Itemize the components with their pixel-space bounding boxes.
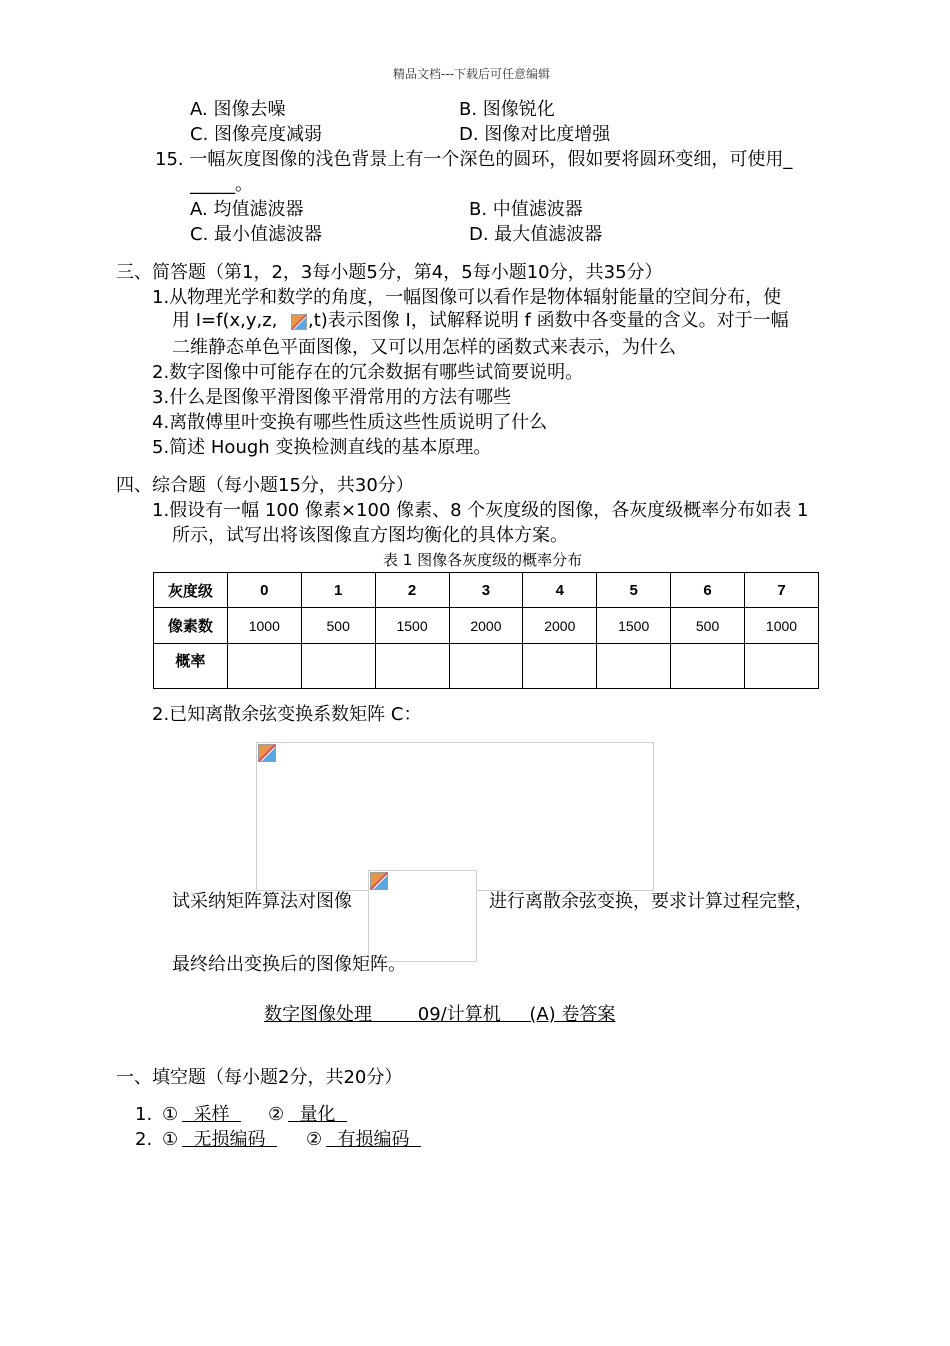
- q15-option-d: D. 最大值滤波器: [469, 224, 603, 245]
- s3-q4: 4.离散傅里叶变换有哪些性质这些性质说明了什么: [152, 412, 548, 433]
- table-cell: 像素数: [154, 608, 228, 643]
- answer-section1-title: 一、填空题（每小题2分，共20分）: [116, 1067, 403, 1088]
- s3-q2: 2.数字图像中可能存在的冗余数据有哪些试简要说明。: [152, 362, 584, 383]
- answer-item-1-blank-2: 量化: [288, 1104, 347, 1125]
- table-cell: [597, 643, 671, 688]
- table-cell: 4: [523, 573, 597, 608]
- table-cell: 1500: [597, 608, 671, 643]
- s4-q2-line2a: 试采纳矩阵算法对图像: [172, 891, 352, 912]
- table-cell: 2000: [523, 608, 597, 643]
- answer-item-2-blank-2: 有损编码: [326, 1129, 421, 1150]
- table-row: [154, 643, 819, 688]
- table-cell: 500: [671, 608, 745, 643]
- answer-item-2-marker-2: ②: [306, 1129, 323, 1150]
- table-cell: 0: [227, 573, 301, 608]
- answer-title: 数字图像处理 09/计算机 (A) 卷答案: [264, 1004, 616, 1025]
- table-cell: 1000: [745, 608, 819, 643]
- table-cell: 2: [375, 573, 449, 608]
- dct-matrix-image-placeholder: [256, 742, 654, 891]
- s3-q3: 3.什么是图像平滑图像平滑常用的方法有哪些: [152, 387, 512, 408]
- s4-q1-line1: 1.假设有一幅 100 像素×100 像素、8 个灰度级的图像，各灰度级概率分布如表 1: [152, 500, 809, 521]
- table-row: [154, 608, 819, 643]
- table-cell: 6: [671, 573, 745, 608]
- s3-q1-line2b: ,t)表示图像 I，试解释说明 f 函数中各变量的含义。对于一幅: [308, 310, 789, 331]
- answer-item-2-marker-1: ①: [162, 1129, 179, 1150]
- s4-q1-line2: 所示，试写出将该图像直方图均衡化的具体方案。: [172, 525, 568, 546]
- s3-q1-line3: 二维静态单色平面图像，又可以用怎样的函数式来表示，为什么: [172, 337, 676, 358]
- s3-q1-line2a: 用 I=f(x,y,z,: [172, 310, 278, 331]
- q14-option-b: B. 图像锐化: [459, 99, 555, 120]
- broken-image-icon: [370, 872, 388, 890]
- table-cell: 灰度级: [154, 573, 228, 608]
- answer-item-1-marker-2: ②: [268, 1104, 285, 1125]
- s4-q2-line3: 最终给出变换后的图像矩阵。: [172, 954, 406, 975]
- table-cell: 500: [301, 608, 375, 643]
- q15-option-a: A. 均值滤波器: [190, 199, 304, 220]
- table-cell: 1: [301, 573, 375, 608]
- table-cell: 1500: [375, 608, 449, 643]
- answer-item-2-blank-1: 无损编码: [182, 1129, 277, 1150]
- table-row: [154, 573, 819, 608]
- table-cell: [745, 643, 819, 688]
- page-header: 精品文档---下载后可任意编辑: [393, 67, 550, 81]
- answer-item-1-number: 1.: [135, 1104, 153, 1125]
- table-cell: 概率: [154, 643, 228, 688]
- table-cell: [375, 643, 449, 688]
- s4-q2-line1: 2.已知离散余弦变换系数矩阵 C：: [152, 704, 422, 725]
- q15-option-c: C. 最小值滤波器: [190, 224, 323, 245]
- s4-q2-line2b: 进行离散余弦变换，要求计算过程完整，: [489, 891, 813, 912]
- probability-table: [153, 572, 819, 689]
- q14-option-a: A. 图像去噪: [190, 99, 286, 120]
- table-cell: [449, 643, 523, 688]
- table-cell: 2000: [449, 608, 523, 643]
- broken-image-icon: [291, 314, 307, 330]
- table-cell: 7: [745, 573, 819, 608]
- answer-item-2-number: 2.: [135, 1129, 153, 1150]
- s3-q1-line1: 1.从物理光学和数学的角度，一幅图像可以看作是物体辐射能量的空间分布，使: [152, 287, 782, 308]
- section4-title: 四、综合题（每小题15分，共30分）: [116, 475, 414, 496]
- table-cell: [301, 643, 375, 688]
- table-cell: [671, 643, 745, 688]
- s3-q5: 5.简述 Hough 变换检测直线的基本原理。: [152, 437, 492, 458]
- table-cell: 3: [449, 573, 523, 608]
- q15-line1: 15. 一幅灰度图像的浅色背景上有一个深色的圆环，假如要将圆环变细，可使用_: [155, 149, 793, 170]
- answer-item-1-marker-1: ①: [162, 1104, 179, 1125]
- table-cell: 1000: [227, 608, 301, 643]
- table-cell: 5: [597, 573, 671, 608]
- q15-option-b: B. 中值滤波器: [469, 199, 583, 220]
- image-matrix-placeholder: [368, 870, 477, 962]
- q15-line2: _____。: [190, 174, 253, 195]
- answer-item-1-blank-1: 采样: [182, 1104, 241, 1125]
- q14-option-c: C. 图像亮度减弱: [190, 124, 323, 145]
- section3-title: 三、简答题（第1，2，3每小题5分，第4，5每小题10分，共35分）: [116, 262, 663, 283]
- q14-option-d: D. 图像对比度增强: [459, 124, 611, 145]
- table-cell: [523, 643, 597, 688]
- table-caption: 表 1 图像各灰度级的概率分布: [383, 551, 583, 569]
- broken-image-icon: [258, 744, 276, 762]
- table-cell: [227, 643, 301, 688]
